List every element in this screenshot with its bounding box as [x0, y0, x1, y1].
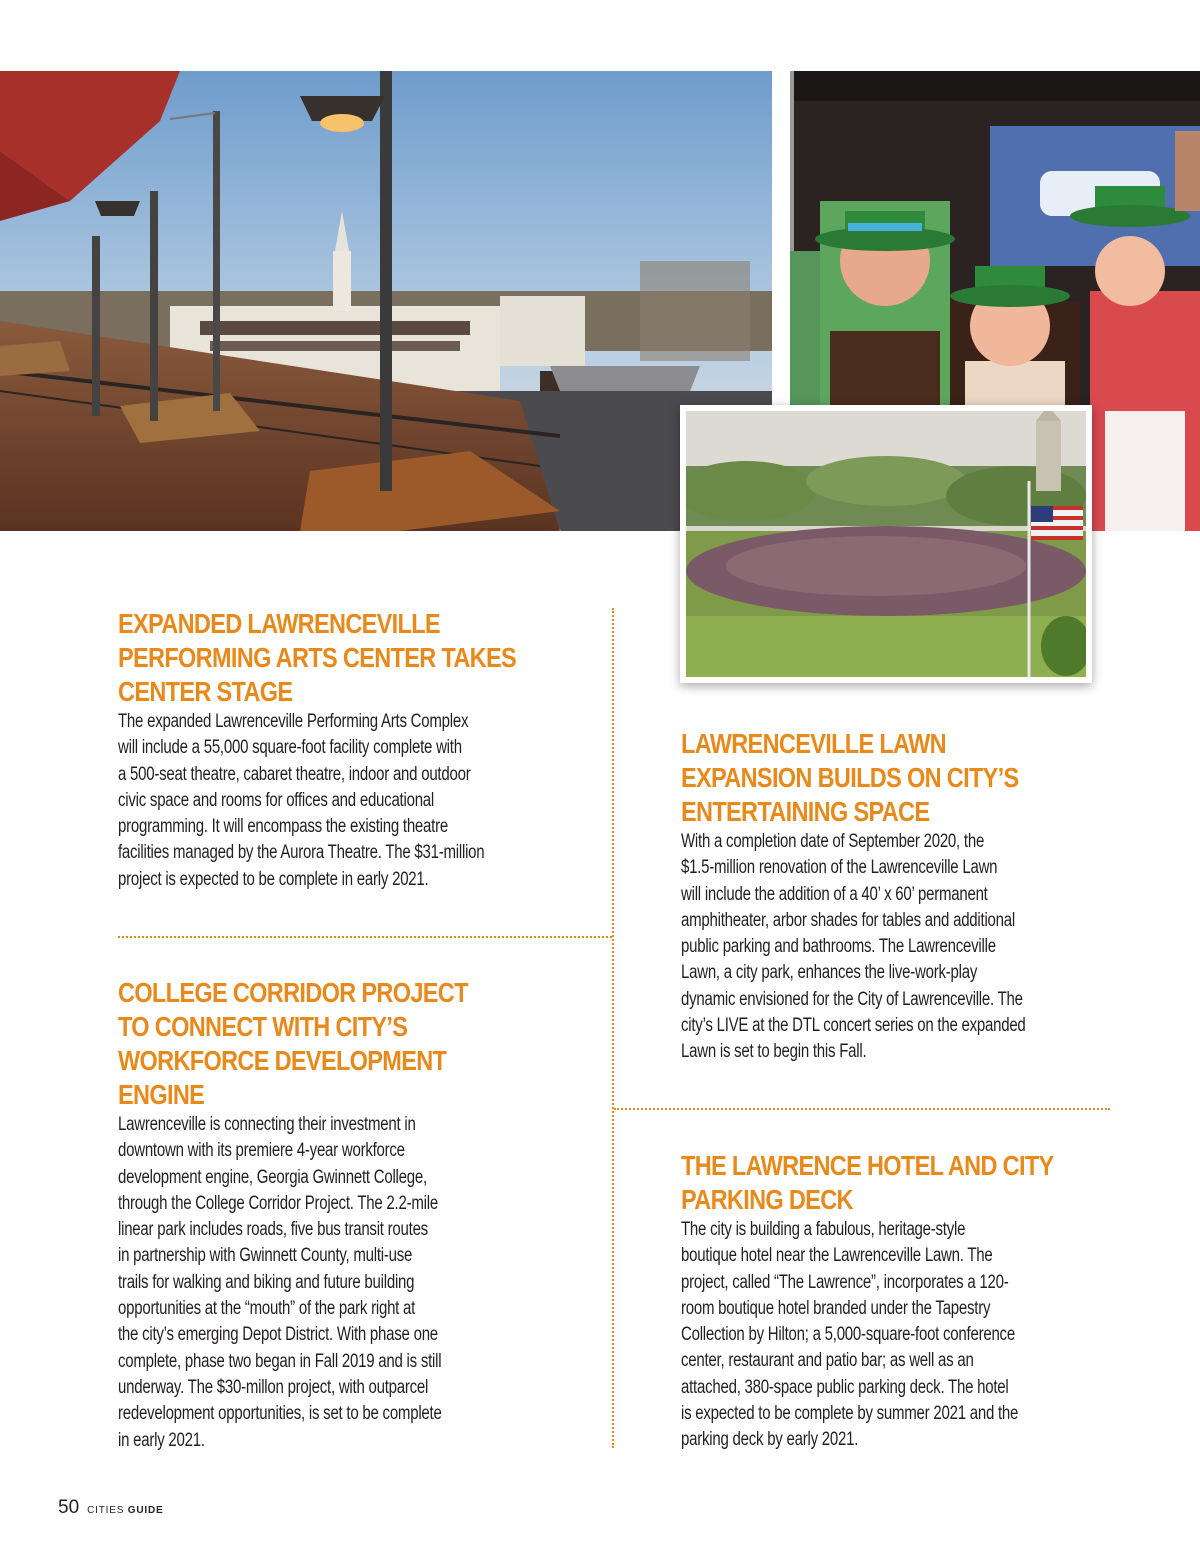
- article-college-corridor: [118, 976, 578, 1454]
- publication-name: CITIES GUIDE: [87, 1505, 164, 1516]
- page-number: 50: [58, 1497, 80, 1518]
- right-section-divider: [614, 1108, 1110, 1110]
- article-heading: COLLEGE CORRIDOR PROJECT TO CONNECT WITH CITY’S WORKFORCE DEVELOPMENT ENGINE: [118, 977, 468, 1110]
- left-section-divider: [118, 936, 612, 938]
- article-heading: EXPANDED LAWRENCEVILLE PERFORMING ARTS CENTER TAKES CENTER STAGE: [118, 608, 517, 707]
- column-divider: [612, 608, 614, 1448]
- article-lawrenceville-lawn: [681, 727, 1111, 1066]
- article-body: With a completion date of September 2020, the $1.5-million renovation of the Lawrenceville Lawn will include the addition of a 40’ x 60’ permanent amphitheater, arbor shades for tables and additional public parking and bathrooms. The Lawrenceville Lawn, a city park, enhances the live-work-play dynamic envisioned for the City of Lawrenceville. The city’s LIVE at the DTL concert series on the expanded Lawn is set to begin this Fall.: [681, 831, 1026, 1063]
- article-heading: THE LAWRENCE HOTEL AND CITY PARKING DECK: [681, 1150, 1054, 1215]
- article-body: The city is building a fabulous, heritage-style boutique hotel near the Lawrenceville Lawn. The project, called “The Lawrence”, incorporates a 120- room boutique hotel branded under the Tapestry Collection by Hilton; a 5,000-square-foot conference center, restaurant and patio bar; as well as an attached, 380-space public parking deck. The hotel is expected to be complete by summer 2021 and the parking deck by early 2021.: [681, 1219, 1019, 1451]
- article-body: The expanded Lawrenceville Performing Arts Complex will include a 55,000 square-foot facility complete with a 500-seat theatre, cabaret theatre, indoor and outdoor civic space and rooms for offices and educational programming. It will encompass the existing theatre facilities managed by the Aurora Theatre. The $31-million project is expected to be complete in early 2021.: [118, 711, 485, 890]
- lawrenceville-lawn-photo: [680, 405, 1092, 683]
- rooftop-patio-photo: [0, 71, 772, 531]
- article-lawrence-hotel: [681, 1149, 1111, 1454]
- article-heading: LAWRENCEVILLE LAWN EXPANSION BUILDS ON CITY’S ENTERTAINING SPACE: [681, 728, 1019, 827]
- article-performing-arts-center: [118, 607, 578, 893]
- page-footer: [58, 1497, 163, 1519]
- article-body: Lawrenceville is connecting their investment in downtown with its premiere 4-year workforce development engine, Georgia Gwinnett College, through the College Corridor Project. The 2.2-mile linear park includes roads, five bus transit routes in partnership with Gwinnett County, multi-use trails for walking and biking and future building opportunities at the “mouth” of the park right at the city’s emerging Depot District. With phase one complete, phase two began in Fall 2019 and is still underway. The $30-millon project, with outparcel redevelopment opportunities, is set to be complete in early 2021.: [118, 1114, 442, 1451]
